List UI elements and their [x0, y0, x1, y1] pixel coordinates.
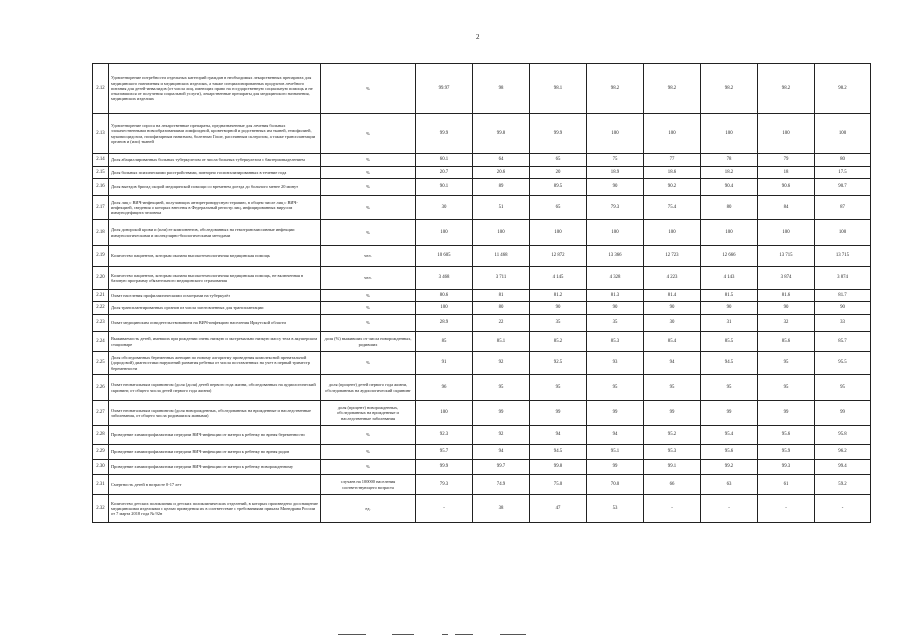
indicator-name: Доля обследованных беременных женщин по новому алгоритму проведения комплексной пренатальной (дородовой) диагностики нарушений развития ребенка от числа поставленных на учет в первый триместр беременности: [109, 352, 321, 375]
row-number: 2.28: [93, 426, 109, 445]
indicator-name: Доля трансплантированных органов из числа заготовленных для трансплантации: [109, 302, 321, 315]
unit-of-measure: %: [321, 154, 416, 167]
indicator-name: Проведение химиопрофилактики передачи ВИЧ-инфекции от матери к ребенку во время родов: [109, 445, 321, 460]
indicator-value: 100: [701, 114, 758, 154]
indicator-value: 94: [530, 426, 587, 445]
indicator-value: 11 468: [473, 246, 530, 267]
indicator-value: 100: [701, 220, 758, 246]
indicator-name: Выживаемость детей, имевших при рождении очень низкую и экстремально низкую массу тела в акушерском стационаре: [109, 332, 321, 352]
indicator-value: 12 723: [644, 246, 701, 267]
indicator-value: 79.3: [587, 196, 644, 220]
indicator-value: 99.97: [416, 64, 473, 114]
indicator-value: 80.6: [416, 290, 473, 302]
indicator-value: 3 468: [416, 267, 473, 290]
indicator-value: 95.8: [815, 426, 871, 445]
indicator-value: 100: [416, 302, 473, 315]
indicator-value: 90.1: [416, 179, 473, 196]
indicator-value: 31: [701, 315, 758, 332]
indicator-value: 30: [416, 196, 473, 220]
table-row: [93, 315, 871, 332]
indicator-name: Доля донорской крови и (или) ее компонентов, обследованных на гемотрансмиссивные инфекции иммунологическими и молекулярно-биологическими методами: [109, 220, 321, 246]
unit-of-measure: %: [321, 290, 416, 302]
indicator-value: 18.6: [644, 167, 701, 179]
unit-of-measure: %: [321, 196, 416, 220]
row-number: 2.26: [93, 375, 109, 401]
row-number: 2.31: [93, 475, 109, 495]
indicator-value: -: [758, 495, 815, 523]
indicator-value: 75: [587, 154, 644, 167]
indicator-value: 32: [758, 315, 815, 332]
indicator-value: 13 715: [815, 246, 871, 267]
unit-of-measure: доля (%) выживших от числа новорожденных, родивших: [321, 332, 416, 352]
row-number: 2.21: [93, 290, 109, 302]
indicator-value: 66: [644, 475, 701, 495]
indicator-value: 85.1: [473, 332, 530, 352]
row-number: 2.15: [93, 167, 109, 179]
indicator-value: 100: [815, 220, 871, 246]
unit-of-measure: %: [321, 179, 416, 196]
indicator-value: 85.5: [701, 332, 758, 352]
indicator-value: 98.2: [587, 64, 644, 114]
row-number: 2.30: [93, 460, 109, 475]
indicator-value: -: [644, 495, 701, 523]
indicator-value: 90.7: [815, 179, 871, 196]
indicator-value: 99: [701, 401, 758, 426]
indicator-value: 98.2: [815, 64, 871, 114]
indicator-value: 95.6: [701, 445, 758, 460]
unit-of-measure: %: [321, 167, 416, 179]
indicator-value: 99.9: [416, 460, 473, 475]
indicator-name: Количество пациентов, которым оказана высокотехнологичная медицинская помощь, не включенная в базовую программу обязательного медицинского страхования: [109, 267, 321, 290]
indicator-value: 94.5: [701, 352, 758, 375]
indicator-value: 3 874: [758, 267, 815, 290]
indicator-value: 100: [587, 220, 644, 246]
table-row: [93, 332, 871, 352]
table-row: [93, 302, 871, 315]
indicator-value: 35: [530, 315, 587, 332]
indicator-value: 85.3: [587, 332, 644, 352]
indicator-value: 84: [758, 196, 815, 220]
unit-of-measure: ед.: [321, 495, 416, 523]
indicator-value: 99: [530, 401, 587, 426]
indicator-value: 95: [644, 375, 701, 401]
indicator-value: 92: [473, 352, 530, 375]
indicator-value: 92.5: [530, 352, 587, 375]
indicator-value: 99: [815, 401, 871, 426]
unit-of-measure: %: [321, 302, 416, 315]
indicator-name: Количество детских поликлиник и детских поликлинических отделений, в которых произведено дооснащение медицинскими изделиями с целью приведения их в соответствие с требованиями приказа Минздрава России от 7 марта 2018 года № 92н: [109, 495, 321, 523]
indicator-value: 92.3: [416, 426, 473, 445]
indicator-value: 80: [815, 154, 871, 167]
indicator-value: 4 143: [701, 267, 758, 290]
indicator-value: 95: [701, 375, 758, 401]
indicator-value: 99.1: [644, 460, 701, 475]
indicator-value: 95: [758, 375, 815, 401]
unit-of-measure: доля (процент) детей первого года жизни, обследованных на аудиологический скрининг: [321, 375, 416, 401]
indicator-name: Удовлетворение потребности отдельных категорий граждан в необходимых лекарственных препаратах для медицинского назначения и медицинских изделиях, а также специализированных продуктов лечебного питания для детей-инвалидов (от числа лиц, имеющих право на государственную социальную помощь и не отказавшихся от получения социальной услуги), лекарственные препараты для медицинского назначения, медицинских изделиях: [109, 64, 321, 114]
indicator-value: 78: [701, 154, 758, 167]
indicator-value: 65: [530, 154, 587, 167]
indicator-value: -: [701, 495, 758, 523]
indicator-value: 28.9: [416, 315, 473, 332]
indicator-value: 53: [587, 495, 644, 523]
indicator-value: 4 328: [587, 267, 644, 290]
indicator-value: 90: [758, 302, 815, 315]
indicator-value: 81.4: [644, 290, 701, 302]
indicator-name: Количество пациентов, которым оказана высокотехнологичная медицинская помощь: [109, 246, 321, 267]
indicator-value: 98.2: [701, 64, 758, 114]
indicator-value: 4 223: [644, 267, 701, 290]
indicator-value: 95: [473, 375, 530, 401]
table-row: [93, 167, 871, 179]
indicator-value: 93: [587, 352, 644, 375]
indicator-value: 75.0: [530, 475, 587, 495]
indicator-value: 99.2: [701, 460, 758, 475]
indicator-value: 89.5: [530, 179, 587, 196]
indicator-value: 99.9: [530, 114, 587, 154]
indicator-value: 90: [530, 302, 587, 315]
indicator-value: 99: [587, 460, 644, 475]
indicator-value: 99.7: [473, 460, 530, 475]
indicator-value: 20.7: [416, 167, 473, 179]
indicator-value: 89: [473, 179, 530, 196]
indicator-value: 59.2: [815, 475, 871, 495]
indicator-value: 95.6: [758, 426, 815, 445]
row-number: 2.18: [93, 220, 109, 246]
table-row: [93, 401, 871, 426]
row-number: 2.17: [93, 196, 109, 220]
table-row: [93, 64, 871, 114]
indicator-name: Доля выездов бригад скорой медицинской помощи со временем доезда до больного менее 20 минут: [109, 179, 321, 196]
indicator-name: Доля абациллированных больных туберкулезом от числа больных туберкулезом с бактериовыделением: [109, 154, 321, 167]
indicator-value: 87: [815, 196, 871, 220]
indicator-value: 85.2: [530, 332, 587, 352]
indicator-value: 90.2: [644, 179, 701, 196]
table-row: [93, 154, 871, 167]
indicator-value: 95.4: [701, 426, 758, 445]
indicator-value: 33: [815, 315, 871, 332]
indicator-value: 65: [530, 196, 587, 220]
row-number: 2.16: [93, 179, 109, 196]
table-row: [93, 352, 871, 375]
indicator-value: 98.2: [644, 64, 701, 114]
row-number: 2.27: [93, 401, 109, 426]
indicator-name: Смертность детей в возрасте 0-17 лет: [109, 475, 321, 495]
indicator-value: 100: [758, 114, 815, 154]
indicator-value: 81.3: [587, 290, 644, 302]
indicator-value: 63: [701, 475, 758, 495]
indicator-value: 100: [530, 220, 587, 246]
indicator-value: 95.5: [815, 352, 871, 375]
table-row: [93, 267, 871, 290]
indicator-value: 85: [416, 332, 473, 352]
indicator-value: 35: [587, 315, 644, 332]
indicator-value: 95: [587, 375, 644, 401]
indicator-value: 75.4: [644, 196, 701, 220]
table-row: [93, 426, 871, 445]
indicator-value: 94: [587, 426, 644, 445]
table-row: [93, 460, 871, 475]
indicator-value: 99.8: [473, 114, 530, 154]
indicator-name: Охват медицинским освидетельствованием на ВИЧ-инфекцию населения Иркутской области: [109, 315, 321, 332]
indicator-value: 12 872: [530, 246, 587, 267]
indicator-value: 38: [473, 495, 530, 523]
indicator-name: Охват населения профилактическими осмотрами на туберкулёз: [109, 290, 321, 302]
indicator-value: 94: [473, 445, 530, 460]
indicator-value: 81.7: [815, 290, 871, 302]
indicator-value: 81: [473, 290, 530, 302]
unit-of-measure: %: [321, 352, 416, 375]
indicator-value: 3 711: [473, 267, 530, 290]
indicator-value: 47: [530, 495, 587, 523]
indicator-value: -: [815, 495, 871, 523]
unit-of-measure: %: [321, 315, 416, 332]
row-number: 2.20: [93, 267, 109, 290]
indicator-value: 95: [758, 352, 815, 375]
indicator-value: 98.2: [758, 64, 815, 114]
indicator-value: 4 145: [530, 267, 587, 290]
indicator-name: Проведение химиопрофилактики передачи ВИЧ-инфекции от матери к ребенку во время беременности: [109, 426, 321, 445]
indicator-value: 99: [473, 401, 530, 426]
indicator-value: 95.7: [416, 445, 473, 460]
indicator-value: 81.5: [701, 290, 758, 302]
table-row: [93, 220, 871, 246]
indicator-value: 91: [416, 352, 473, 375]
indicator-name: Доля больных психическими расстройствами, повторно госпитализированных в течение года: [109, 167, 321, 179]
indicator-value: 100: [473, 220, 530, 246]
row-number: 2.22: [93, 302, 109, 315]
indicator-value: 81.6: [758, 290, 815, 302]
indicator-value: 95: [815, 375, 871, 401]
table-row: [93, 495, 871, 523]
indicator-value: 85.6: [758, 332, 815, 352]
indicator-value: 100: [815, 114, 871, 154]
row-number: 2.19: [93, 246, 109, 267]
unit-of-measure: чел.: [321, 246, 416, 267]
unit-of-measure: %: [321, 64, 416, 114]
indicator-value: 77: [644, 154, 701, 167]
indicator-value: 100: [758, 220, 815, 246]
unit-of-measure: чел.: [321, 267, 416, 290]
indicator-value: 64: [473, 154, 530, 167]
indicator-value: 80: [701, 196, 758, 220]
indicator-value: 85.4: [644, 332, 701, 352]
indicator-value: 98.1: [530, 64, 587, 114]
indicator-value: 94.5: [530, 445, 587, 460]
unit-of-measure: %: [321, 445, 416, 460]
indicator-value: 3 874: [815, 267, 871, 290]
indicator-name: Охват неонатальным скринингом (доля новорожденных, обследованных на врожденные и наследственные заболевания, от общего числа родившихся живыми): [109, 401, 321, 426]
indicator-value: 61: [758, 475, 815, 495]
table-row: [93, 246, 871, 267]
indicator-value: 96: [416, 375, 473, 401]
row-number: 2.29: [93, 445, 109, 460]
indicator-value: 90: [644, 302, 701, 315]
table-row: [93, 445, 871, 460]
table-row: [93, 179, 871, 196]
unit-of-measure: %: [321, 220, 416, 246]
indicator-value: 18.2: [701, 167, 758, 179]
indicator-value: 51: [473, 196, 530, 220]
indicator-value: 90: [815, 302, 871, 315]
row-number: 2.14: [93, 154, 109, 167]
indicator-value: 99.3: [758, 460, 815, 475]
indicator-value: 100: [587, 114, 644, 154]
indicator-value: 95.1: [587, 445, 644, 460]
indicator-value: 100: [416, 220, 473, 246]
indicator-value: 18.9: [587, 167, 644, 179]
indicator-value: 99: [587, 401, 644, 426]
indicator-value: -: [416, 495, 473, 523]
indicator-value: 22: [473, 315, 530, 332]
indicator-value: 96.2: [815, 445, 871, 460]
indicator-value: 10 605: [416, 246, 473, 267]
indicator-value: 100: [416, 401, 473, 426]
indicator-name: Охват неонатальным скринингом (доля (доля) детей первого года жизни, обследованных на аудиологический скрининг, от общего числа детей первого года жизни): [109, 375, 321, 401]
indicators-table: [92, 63, 871, 523]
indicator-value: 99.9: [416, 114, 473, 154]
indicator-value: 100: [644, 114, 701, 154]
indicator-value: 70.0: [587, 475, 644, 495]
indicator-value: 13 715: [758, 246, 815, 267]
indicator-value: 90: [587, 302, 644, 315]
indicator-value: 30: [644, 315, 701, 332]
indicator-value: 81.2: [530, 290, 587, 302]
table-row: [93, 114, 871, 154]
indicator-value: 90: [701, 302, 758, 315]
indicator-value: 99: [758, 401, 815, 426]
row-number: 2.32: [93, 495, 109, 523]
indicator-name: Удовлетворение спроса на лекарственные препараты, предназначенные для лечения больных злокачественными новообразованиями лимфоидной, кроветворной и родственных им тканей, гемофилией, муковисцидозом, гипофизарным нанизмом, болезнью Гоше, рассеянным склерозом, а также трансплантации органов и (или) тканей: [109, 114, 321, 154]
unit-of-measure: %: [321, 460, 416, 475]
indicator-value: 17.5: [815, 167, 871, 179]
table-body: [93, 64, 871, 523]
indicator-value: 79: [758, 154, 815, 167]
indicator-value: 90.4: [701, 179, 758, 196]
row-number: 2.24: [93, 332, 109, 352]
indicator-value: 60.1: [416, 154, 473, 167]
indicator-value: 99.8: [530, 460, 587, 475]
table-row: [93, 290, 871, 302]
indicator-value: 74.9: [473, 475, 530, 495]
row-number: 2.23: [93, 315, 109, 332]
unit-of-measure: случаев на 100000 населения соответствующего возраста: [321, 475, 416, 495]
indicator-value: 12 666: [701, 246, 758, 267]
unit-of-measure: %: [321, 426, 416, 445]
unit-of-measure: доля (процент) новорожденных, обследованных на врожденные и наследственные заболевания: [321, 401, 416, 426]
indicator-value: 94: [644, 352, 701, 375]
indicator-value: 95.9: [758, 445, 815, 460]
row-number: 2.12: [93, 64, 109, 114]
row-number: 2.13: [93, 114, 109, 154]
table-row: [93, 196, 871, 220]
table-row: [93, 475, 871, 495]
indicator-value: 18: [758, 167, 815, 179]
indicator-value: 20.6: [473, 167, 530, 179]
indicator-value: 95: [530, 375, 587, 401]
page-number: 2: [476, 33, 480, 41]
row-number: 2.25: [93, 352, 109, 375]
indicator-name: Проведение химиопрофилактики передачи ВИЧ-инфекции от матери к ребенку новорожденному: [109, 460, 321, 475]
indicator-value: 95.3: [644, 445, 701, 460]
unit-of-measure: %: [321, 114, 416, 154]
indicator-value: 90.6: [758, 179, 815, 196]
indicator-value: 90: [587, 179, 644, 196]
indicator-value: 80: [473, 302, 530, 315]
indicator-value: 79.3: [416, 475, 473, 495]
indicator-value: 98: [473, 64, 530, 114]
indicator-value: 13 366: [587, 246, 644, 267]
indicator-value: 99.4: [815, 460, 871, 475]
indicator-value: 99: [644, 401, 701, 426]
indicator-name: Доля лиц с ВИЧ-инфекцией, получающих антиретровирусную терапию, в общем числе лиц с ВИЧ-инфекцией, сведения о которых внесены в Федеральный регистр лиц, инфицированных вирусом иммунодефицита человека: [109, 196, 321, 220]
indicator-value: 20: [530, 167, 587, 179]
table-row: [93, 375, 871, 401]
indicator-value: 85.7: [815, 332, 871, 352]
indicator-value: 92: [473, 426, 530, 445]
indicator-value: 100: [644, 220, 701, 246]
footer-marks: [0, 628, 905, 640]
indicator-value: 95.2: [644, 426, 701, 445]
